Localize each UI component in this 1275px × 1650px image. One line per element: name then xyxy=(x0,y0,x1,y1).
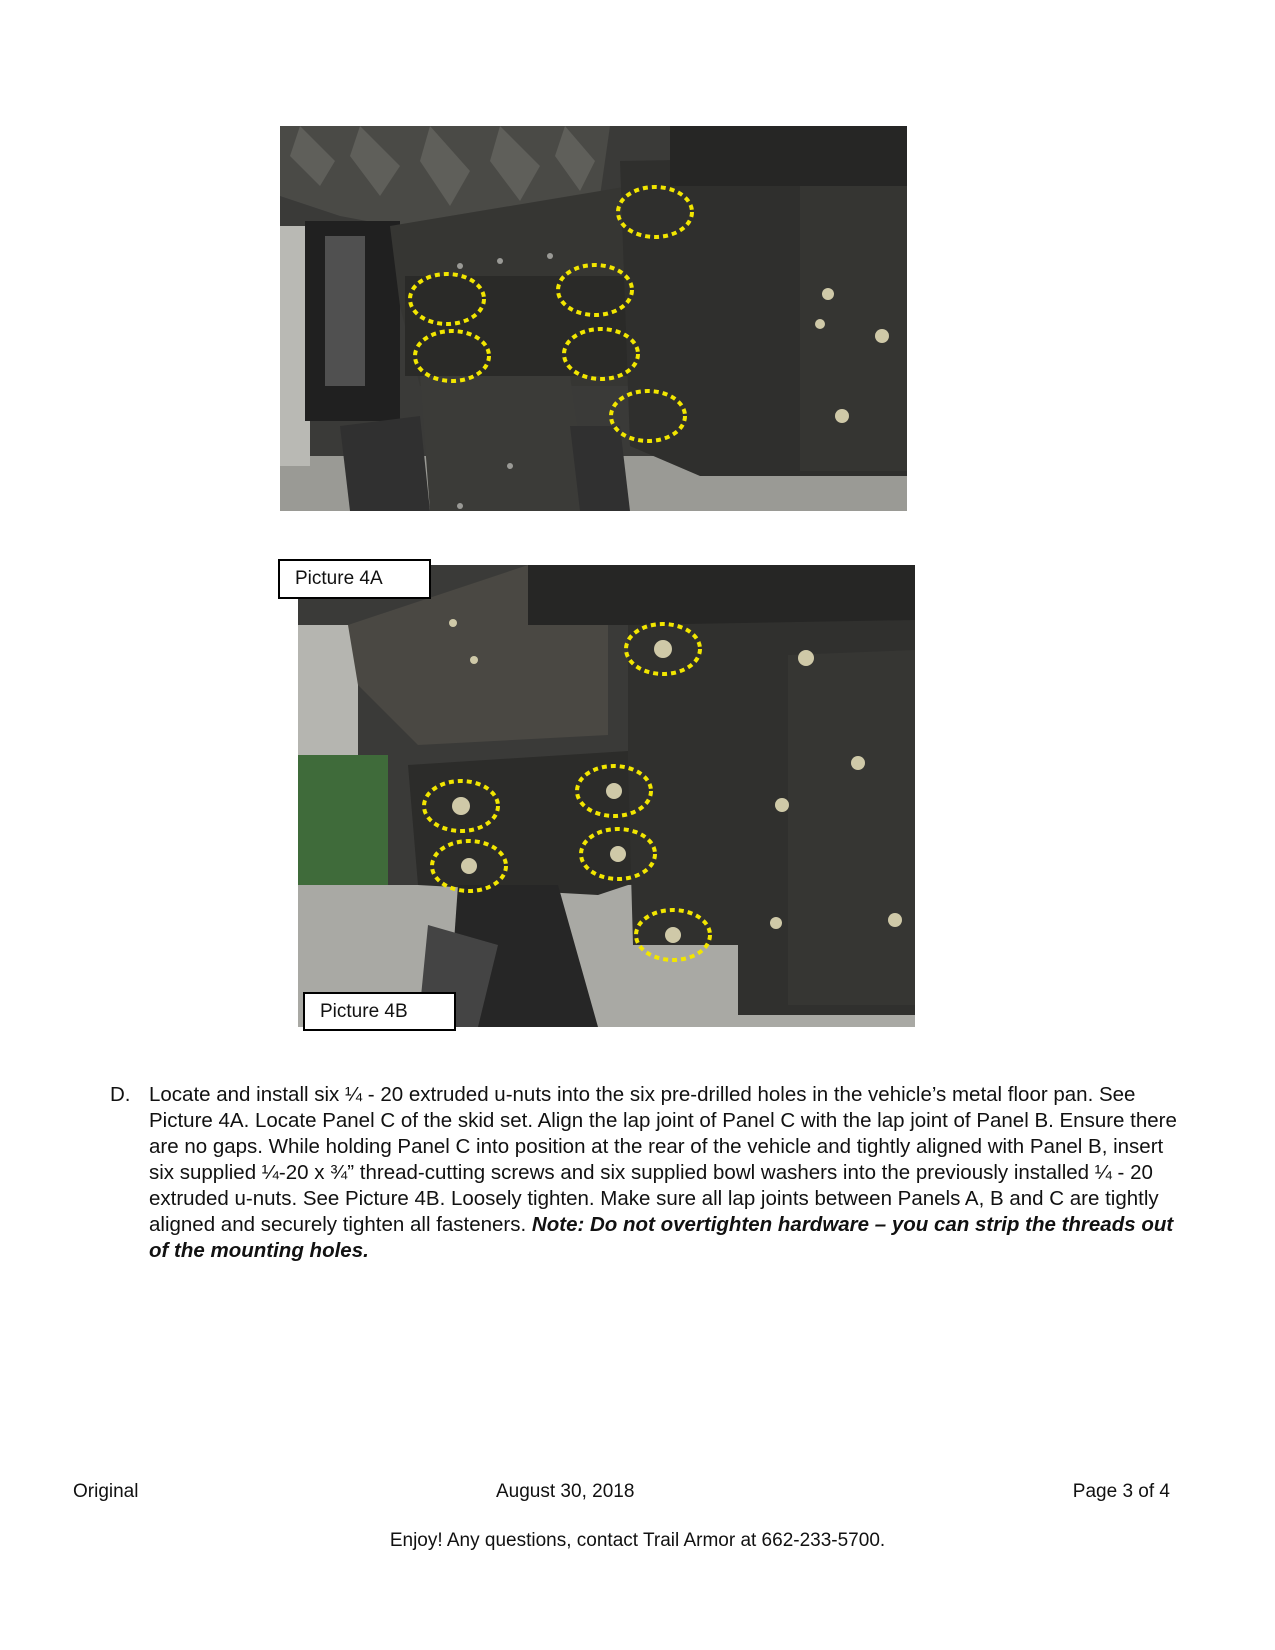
footer-version: Original xyxy=(73,1481,139,1502)
photo-4a-unuts-installed xyxy=(280,126,907,511)
picture-4b-caption: Picture 4B xyxy=(303,992,456,1031)
step-marker: D. xyxy=(110,1083,131,1106)
photo-4b-screws-installed xyxy=(298,565,915,1027)
step-text: Locate and install six ¼ - 20 extruded u-nuts into the six pre-drilled holes in the vehicle’s metal floor pan. See Picture 4A. Locate Panel C of the skid set. Align the lap joint of Panel C with the lap joint of Panel B. Ensure there are no gaps. While holding Panel C into position at the rear of the vehicle and tightly aligned with Panel B, insert six supplied ¼-20 x ¾” thread-cutting screws and six supplied bowl washers into the previously installed ¼ - 20 extruded u-nuts. See Picture 4B. Loosely tighten. Make sure all lap joints between Panels A, B and C are tightly aligned and securely tighten all fasteners. xyxy=(149,1083,1177,1236)
step-note: Note: Do not overtighten hardware – you can strip the threads out of the mounting holes. xyxy=(149,1213,1174,1262)
footer-page-number: Page 3 of 4 xyxy=(1072,1481,1170,1502)
picture-4a-caption: Picture 4A xyxy=(278,559,431,599)
footer-date: August 30, 2018 xyxy=(496,1481,635,1502)
instruction-step-d xyxy=(110,1082,1180,1264)
footer-contact: Enjoy! Any questions, contact Trail Armor at 662-233-5700. xyxy=(389,1530,886,1551)
step-body xyxy=(149,1082,1180,1264)
